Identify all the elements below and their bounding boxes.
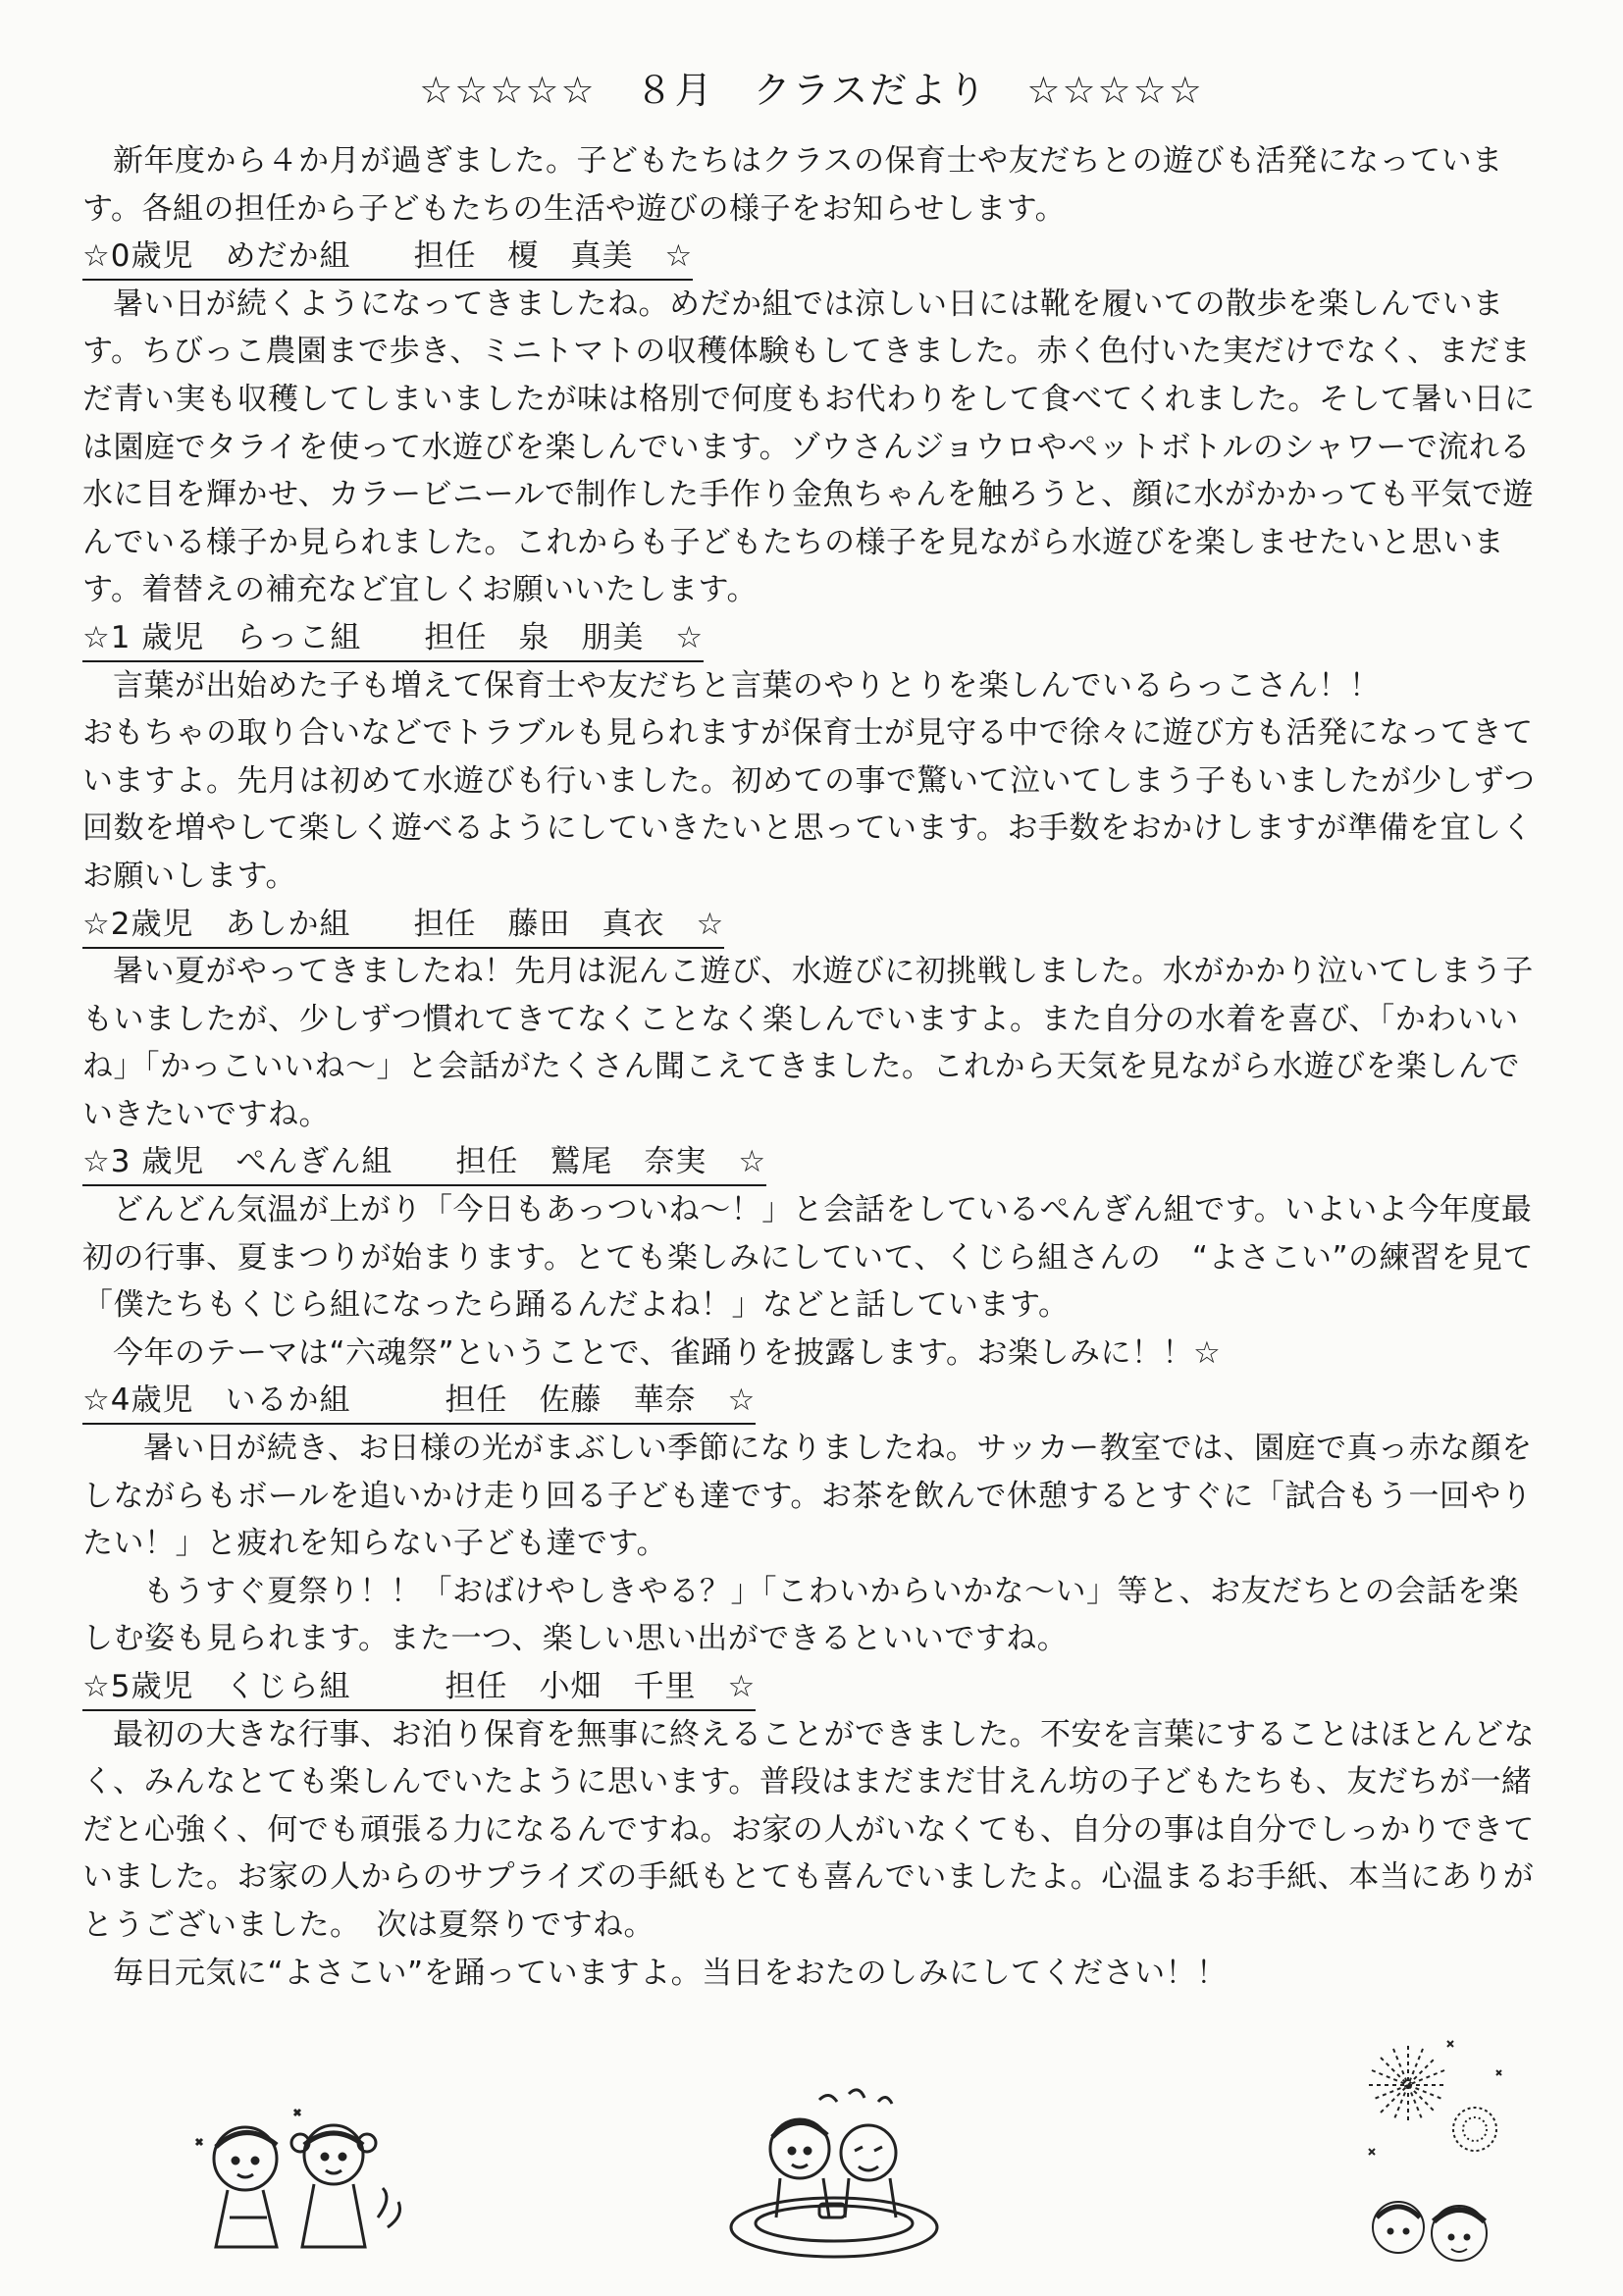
section-paragraph-iruka-2: もうすぐ夏祭り！！「おばけやしきやる？」「こわいからいかな～い」等と、お友だちとの会話を楽しむ姿も見られます。また一つ、楽しい思い出ができるといいですね。 xyxy=(82,1573,1519,1657)
intro-paragraph: 新年度から４か月が過ぎました。子どもたちはクラスの保育士や友だちとの遊びも活発になっています。各組の担任から子どもたちの生活や遊びの様子をお知らせします。 xyxy=(82,143,1503,227)
section-heading-ashika: ☆2歳児 あしか組 担任 藤田 真衣 ☆ xyxy=(82,903,724,949)
fireworks-illustration xyxy=(1349,2031,1516,2276)
section-paragraph-rakko-2: おもちゃの取り合いなどでトラブルも見られますが保育士が見守る中で徐々に遊び方も活発になってきていますよ。先月は初めて水遊びも行いました。初めての事で驚いて泣いてしまう子もいましたが少しずつ回数を増やして楽しく遊べるようにしていきたいと思っています。お手数をおかけしますが準備を宜しくお願いします。 xyxy=(82,715,1536,894)
section-paragraph-kujira-2: 毎日元気に“よさこい”を踊っていますよ。当日をおたのしみにしてください！！ xyxy=(113,1955,1228,1991)
section-heading-iruka: ☆4歳児 いるか組 担任 佐藤 華奈 ☆ xyxy=(82,1379,756,1425)
section-paragraph-medaka-1: 暑い日が続くようになってきましたね。めだか組では涼しい日には靴を履いての散歩を楽しんでいます。ちびっこ農園まで歩き、ミニトマトの収穫体験もしてきました。赤く色付いた実だけでなく、まだまだ青い実も収穫してしまいましたが味は格別で何度もお代わりをして食べてくれました。そして暑い日には園庭でタライを使って水遊びを楽しんでいます。ゾウさんジョウロやペットボトルのシャワーで流れる水に目を輝かせ、カラービニールで制作した手作り金魚ちゃんを触ろうと、顔に水がかかっても平気で遊んでいる様子か見られました。これからも子どもたちの様子を見ながら水遊びを楽しませたいと思います。着替えの補充など宜しくお願いいたします。 xyxy=(82,286,1536,608)
children-water-play-illustration xyxy=(186,2100,412,2271)
section-paragraph-ashika-1: 暑い夏がやってきましたね！先月は泥んこ遊び、水遊びに初挑戦しました。水がかかり泣いてしまう子もいましたが、少しずつ慣れてきてなくことなく楽しんでいますよ。また自分の水着を喜び、「かわいいね」「かっこいいね～」と会話がたくさん聞こえてきました。これから天気を見ながら水遊びを楽しんでいきたいですね。 xyxy=(82,954,1534,1132)
section-paragraph-kujira-1: 最初の大きな行事、お泊り保育を無事に終えることができました。不安を言葉にすることはほとんどなく、みんなとても楽しんでいたように思います。普段はまだまだ甘えん坊の子どもたちも、友だちが一緒だと心強く、何でも頑張る力になるんですね。お家の人がいなくても、自分の事は自分でしっかりできていました。お家の人からのサプライズの手紙もとても喜んでいましたよ。心温まるお手紙、本当にありがとうございました。 次は夏祭りですね。 xyxy=(82,1716,1535,1943)
section-paragraph-penguin-1: どんどん気温が上がり「今日もあっついね～！」と会話をしているぺんぎん組です。いよいよ今年度最初の行事、夏まつりが始まります。とても楽しみにしていて、くじら組さんの “よさこい”の練習を見て「僕たちもくじら組になったら踊るんだよね！」などと話しています。 xyxy=(82,1192,1535,1324)
section-heading-medaka: ☆0歳児 めだか組 担任 榎 真美 ☆ xyxy=(82,235,693,281)
section-paragraph-iruka-1: 暑い日が続き、お日様の光がまぶしい季節になりましたね。サッカー教室では、園庭で真っ赤な顔をしながらもボールを追いかけ走り回る子ども達です。お茶を飲んで休憩するとすぐに「試合もう一回やりたい！」と疲れを知らない子ども達です。 xyxy=(82,1431,1533,1562)
kids-in-pool-illustration xyxy=(721,2080,947,2267)
section-heading-rakko: ☆1 歳児 らっこ組 担任 泉 朋美 ☆ xyxy=(82,616,704,662)
newsletter-title: ☆☆☆☆☆ ８月 クラスだより ☆☆☆☆☆ xyxy=(419,69,1204,112)
newsletter-body xyxy=(82,137,1544,1997)
section-heading-kujira: ☆5歳児 くじら組 担任 小畑 千里 ☆ xyxy=(82,1665,756,1711)
section-paragraph-rakko-1: 言葉が出始めた子も増えて保育士や友だちと言葉のやりとりを楽しんでいるらっこさん！！ xyxy=(113,667,1381,704)
section-heading-penguin: ☆3 歳児 ぺんぎん組 担任 鷲尾 奈実 ☆ xyxy=(82,1140,766,1186)
section-paragraph-penguin-2: 今年のテーマは“六魂祭”ということで、雀踊りを披露します。お楽しみに！！☆ xyxy=(113,1334,1222,1371)
